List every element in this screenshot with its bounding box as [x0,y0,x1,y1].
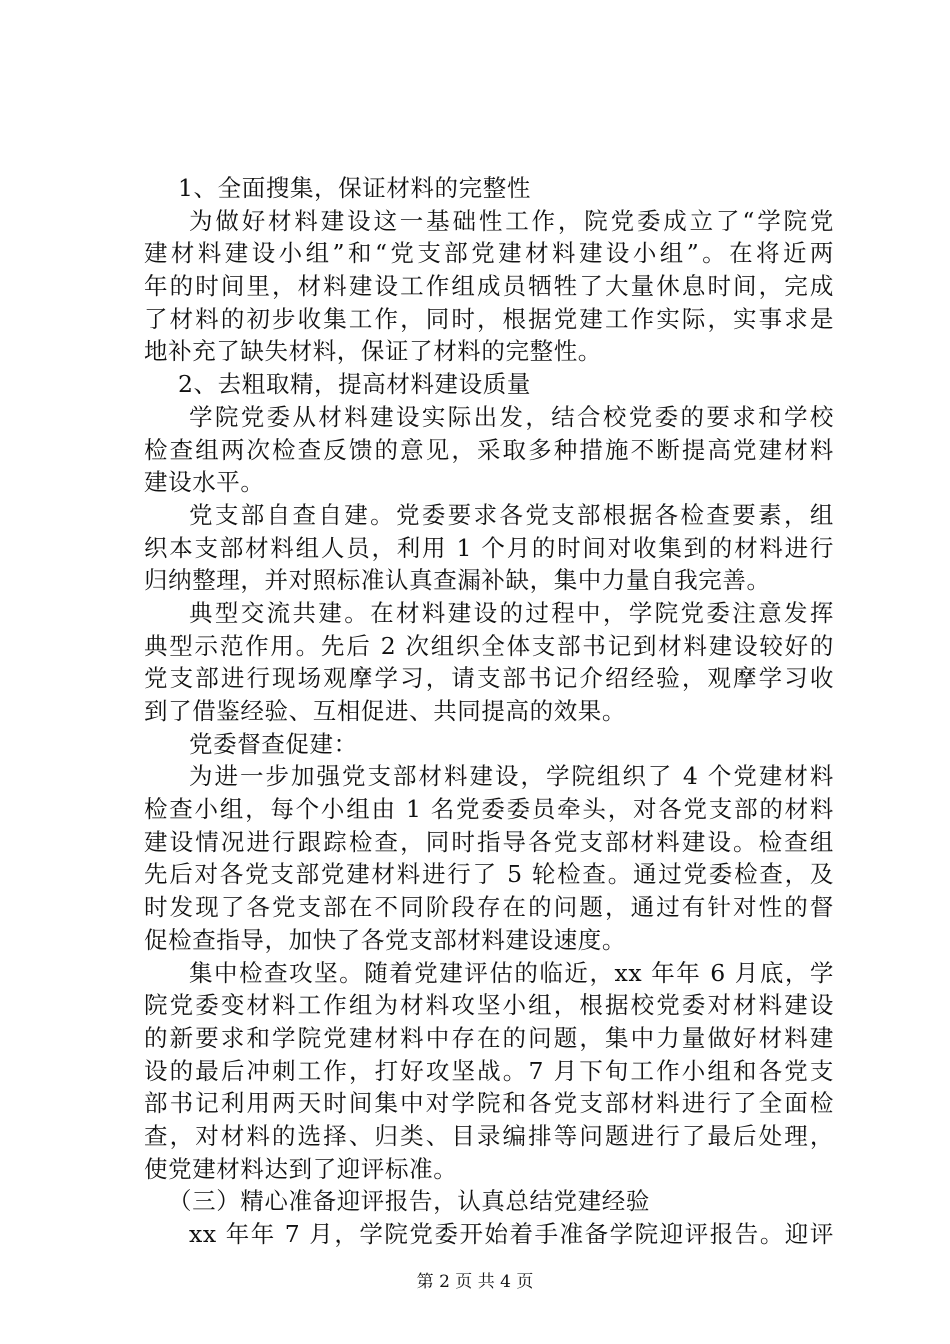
paragraph-line: 设的最后冲刺工作，打好攻坚战。7 月下旬工作小组和各党支 [144,1056,834,1085]
paragraph-line: 促检查指导，加快了各党支部材料建设速度。 [144,925,626,954]
paragraph-line: 建设水平。 [144,468,265,497]
paragraph-line: 部书记利用两天时间集中对学院和各党支部材料进行了全面检 [144,1089,834,1118]
section-heading: 1、全面搜集，保证材料的完整性 [178,174,531,202]
paragraph-line: 党支部自查自建。党委要求各党支部根据各检查要素，组 [189,500,834,529]
paragraph-line: 党委督查促建： [189,729,358,758]
paragraph-line: 时发现了各党支部在不同阶段存在的问题，通过有针对性的督 [144,893,834,922]
paragraph-line: 党支部进行现场观摩学习，请支部书记介绍经验，观摩学习收 [144,664,834,693]
paragraph-line: 检查小组，每个小组由 1 名党委委员牵头，对各党支部的材料 [144,795,834,824]
document-body [144,172,834,1251]
paragraph-line: 年的时间里，材料建设工作组成员牺牲了大量休息时间，完成 [144,272,834,301]
paragraph-line: 织本支部材料组人员，利用 1 个月的时间对收集到的材料进行 [144,533,834,562]
paragraph-line: 为做好材料建设这一基础性工作，院党委成立了“学院党 [189,206,834,235]
paragraph-line: 到了借鉴经验、互相促进、共同提高的效果。 [144,697,626,725]
paragraph-line: xx 年年 7 月，学院党委开始着手准备学院迎评报告。迎评 [189,1220,834,1248]
paragraph-line: 的新要求和学院党建材料中存在的问题，集中力量做好材料建 [144,1023,834,1052]
paragraph-line: 建材料建设小组”和“党支部党建材料建设小组”。在将近两 [144,239,834,268]
paragraph-line: 院党委变材料工作组为材料攻坚小组，根据校党委对材料建设 [144,991,834,1020]
paragraph-line: 归纳整理，并对照标准认真查漏补缺，集中力量自我完善。 [144,566,771,595]
paragraph-line: 建设情况进行跟踪检查，同时指导各党支部材料建设。检查组 [144,827,834,856]
paragraph-line: 典型示范作用。先后 2 次组织全体支部书记到材料建设较好的 [144,631,834,660]
paragraph-line: 地补充了缺失材料，保证了材料的完整性。 [144,337,602,366]
paragraph-line: 使党建材料达到了迎评标准。 [144,1154,458,1183]
paragraph-line: 先后对各党支部党建材料进行了 5 轮检查。通过党委检查，及 [144,860,834,889]
paragraph-line: 查，对材料的选择、归类、目录编排等问题进行了最后处理， [144,1121,834,1150]
paragraph-line: 学院党委从材料建设实际出发，结合校党委的要求和学校 [189,402,834,431]
paragraph-line: 检查组两次检查反馈的意见，采取多种措施不断提高党建材料 [144,435,834,464]
section-heading: （三）精心准备迎评报告，认真总结党建经验 [168,1187,650,1216]
paragraph-line: 了材料的初步收集工作，同时，根据党建工作实际，实事求是 [144,304,834,333]
section-heading: 2、去粗取精，提高材料建设质量 [178,370,531,399]
paragraph-line: 为进一步加强党支部材料建设，学院组织了 4 个党建材料 [189,762,834,791]
paragraph-line: 集中检查攻坚。随着党建评估的临近，xx 年年 6 月底，学 [189,958,834,987]
paragraph-line: 典型交流共建。在材料建设的过程中，学院党委注意发挥 [189,598,834,627]
page-number-footer: 第 2 页 共 4 页 [416,1272,534,1292]
